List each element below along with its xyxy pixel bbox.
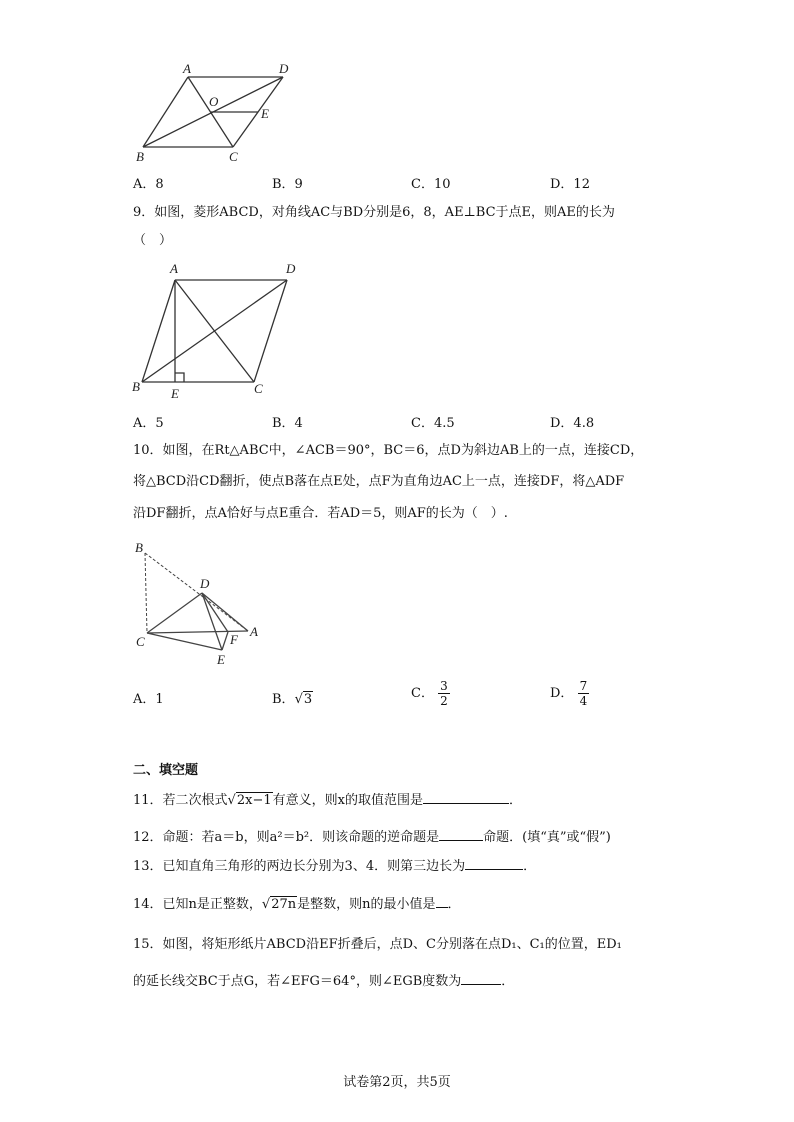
- q9-option-a: A．5: [133, 416, 164, 431]
- q8-label-o: O: [209, 94, 219, 109]
- q10-label-d: D: [200, 576, 210, 591]
- q13-end: ．: [523, 859, 537, 874]
- q10-text-line1: 10．如图，在Rt△ABC中，∠ACB＝90°，BC＝6，点D为斜边AB上的一点，连接CD，: [133, 443, 644, 458]
- q8-label-b: B: [136, 149, 144, 164]
- q10-option-c-fraction: [438, 679, 450, 708]
- q8-option-a: A．8: [133, 177, 164, 192]
- q10-label-e: E: [217, 652, 225, 667]
- q14-prefix: 14．已知n是正整数，: [133, 897, 262, 912]
- q10-option-c: [411, 679, 450, 708]
- q11-line: 11．若二次根式√2x−1有意义，则x的取值范围是 ．: [133, 793, 522, 808]
- q10-option-c-numerator: 3: [440, 679, 448, 693]
- q14-suffix: 是整数，则n的最小值是: [297, 897, 436, 912]
- q10-option-d-numerator: 7: [579, 679, 588, 693]
- q10-option-c-prefix: C．: [411, 686, 434, 701]
- q15-answer-blank[interactable]: [461, 972, 501, 985]
- q10-option-a: A．1: [133, 692, 164, 707]
- q10-seg-cd: [147, 593, 202, 633]
- q12-line: [133, 828, 611, 847]
- q9-label-e: E: [171, 386, 179, 401]
- q10-option-d-fraction: [578, 679, 590, 708]
- q9-label-a: A: [170, 261, 178, 276]
- q14-radicand: 27n: [271, 897, 297, 912]
- q10-option-d-denominator: 4: [579, 694, 588, 708]
- q10-text-line3: 沿DF翻折，点A恰好与点E重合．若AD＝5，则AF的长为（ ）.: [133, 506, 508, 521]
- q14-answer-blank[interactable]: [436, 895, 448, 908]
- q10-figure: [130, 538, 270, 673]
- q11-suffix: 有意义，则x的取值范围是: [272, 793, 423, 808]
- q8-edge-ba: [143, 77, 188, 147]
- q9-right-angle-mark: [175, 373, 184, 382]
- q12-text: 12．命题：若a＝b，则a²＝b²．则该命题的逆命题是: [133, 830, 440, 845]
- q10-label-c: C: [136, 634, 145, 649]
- section2-heading: 二、填空题: [133, 763, 199, 778]
- q12-answer-blank[interactable]: [439, 828, 483, 841]
- q8-option-c: C．10: [411, 177, 451, 192]
- q10-option-d-prefix: D．: [550, 686, 574, 701]
- q9-option-b: B．4: [272, 416, 303, 431]
- q8-option-d: D．12: [550, 177, 590, 192]
- q10-label-a: A: [250, 624, 258, 639]
- q9-label-b: B: [132, 379, 140, 394]
- q11-radicand: 2x−1: [236, 793, 272, 808]
- q10-option-b-prefix: B．: [272, 692, 295, 707]
- q14-end: ．: [447, 897, 461, 912]
- q15-line2: [133, 972, 514, 991]
- q11-prefix: 11．若二次根式: [133, 793, 228, 808]
- q13-line: [133, 857, 536, 876]
- q11-answer-blank[interactable]: [423, 791, 509, 804]
- q14-line: 14．已知n是正整数，√27n是整数，则n的最小值是 ．: [133, 897, 461, 912]
- q15-text-line2: 的延长线交BC于点G，若∠EFG＝64°，则∠EGB度数为: [133, 974, 462, 989]
- q9-text-line1: 9．如图，菱形ABCD，对角线AC与BD分别是6，8，AE⊥BC于点E，则AE的长为: [133, 205, 615, 220]
- q9-label-c: C: [254, 381, 263, 396]
- q13-text: 13．已知直角三角形的两边长分别为3、4．则第三边长为: [133, 859, 466, 874]
- q10-seg-ba: [145, 553, 248, 631]
- q10-label-b: B: [135, 540, 143, 555]
- q12-suffix: 命题．(填“真”或“假”): [483, 830, 611, 845]
- q8-label-a: A: [183, 61, 191, 76]
- q15-end: ．: [501, 974, 515, 989]
- q10-text-line2: 将△BCD沿CD翻折，使点B落在点E处，点F为直角边AC上一点，连接DF，将△ADF: [133, 474, 625, 489]
- q8-label-d: D: [279, 61, 289, 76]
- q9-diag-bd: [142, 280, 287, 382]
- q10-option-d: [550, 679, 589, 708]
- q10-option-b-radicand: 3: [303, 692, 313, 707]
- q8-figure: [133, 60, 303, 165]
- q10-option-c-denominator: 2: [440, 694, 448, 708]
- q9-option-d: D．4.8: [550, 416, 595, 431]
- q9-option-c: C．4.5: [411, 416, 455, 431]
- q9-label-d: D: [286, 261, 296, 276]
- q10-option-b: B．√3: [272, 692, 313, 707]
- q15-text-line1: 15．如图，将矩形纸片ABCD沿EF折叠后，点D、C分别落在点D₁、C₁的位置，ED₁: [133, 937, 622, 952]
- q10-seg-ce: [147, 633, 222, 650]
- q11-end: ．: [508, 793, 522, 808]
- q10-seg-df: [202, 593, 228, 632]
- q13-answer-blank[interactable]: [465, 857, 523, 870]
- q9-figure: [130, 258, 310, 403]
- q10-seg-fe: [222, 632, 228, 650]
- q9-edge-ba: [142, 280, 175, 382]
- q9-text-line2: （ ）: [133, 233, 173, 248]
- page-footer: 试卷第2页，共5页: [343, 1075, 451, 1090]
- q8-label-e: E: [261, 106, 269, 121]
- q10-seg-bc: [145, 553, 147, 633]
- q8-label-c: C: [229, 149, 238, 164]
- q10-label-f: F: [230, 632, 238, 647]
- q9-edge-dc: [254, 280, 287, 382]
- q8-option-b: B．9: [272, 177, 303, 192]
